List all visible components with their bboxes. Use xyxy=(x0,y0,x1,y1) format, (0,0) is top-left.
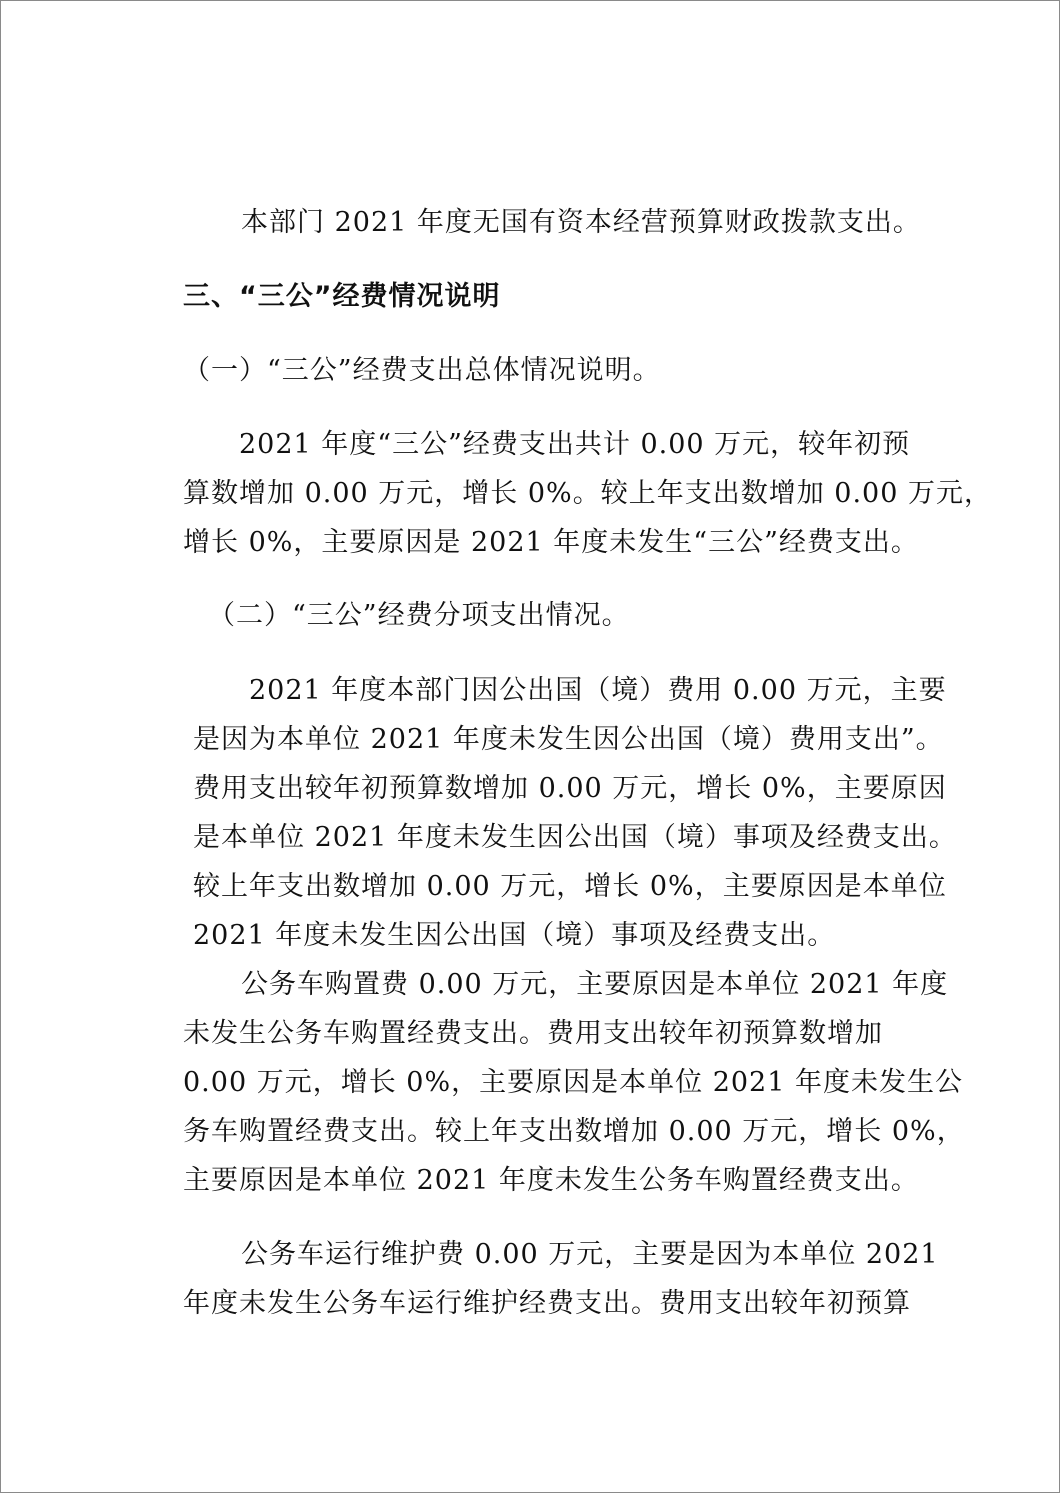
paragraph-vehicle-purchase-line-5: 主要原因是本单位 2021 年度未发生公务车购置经费支出。 xyxy=(183,1165,919,1196)
subheading-overall: （一）“三公”经费支出总体情况说明。 xyxy=(183,355,661,386)
paragraph-vehicle-operation-line-1: 公务车运行维护费 0.00 万元，主要是因为本单位 2021 xyxy=(241,1239,939,1270)
paragraph-overall-line-1: 2021 年度“三公”经费支出共计 0.00 万元，较年初预 xyxy=(239,429,911,460)
paragraph-overseas-line-3: 费用支出较年初预算数增加 0.00 万元，增长 0%，主要原因 xyxy=(193,773,947,804)
paragraph-vehicle-purchase-line-3: 0.00 万元，增长 0%，主要原因是本单位 2021 年度未发生公 xyxy=(183,1067,963,1098)
paragraph-vehicle-purchase-line-1: 公务车购置费 0.00 万元，主要原因是本单位 2021 年度 xyxy=(241,969,949,1000)
paragraph-overseas-line-1: 2021 年度本部门因公出国（境）费用 0.00 万元，主要 xyxy=(249,675,947,706)
paragraph-overseas-line-4: 是本单位 2021 年度未发生因公出国（境）事项及经费支出。 xyxy=(193,822,957,853)
paragraph-vehicle-purchase-line-4: 务车购置经费支出。较上年支出数增加 0.00 万元，增长 0%， xyxy=(183,1116,965,1147)
paragraph-overseas-line-6: 2021 年度未发生因公出国（境）事项及经费支出。 xyxy=(193,920,836,951)
paragraph-overall-line-2: 算数增加 0.00 万元，增长 0%。较上年支出数增加 0.00 万元， xyxy=(183,478,992,509)
paragraph-vehicle-operation-line-2: 年度未发生公务车运行维护经费支出。费用支出较年初预算 xyxy=(183,1288,911,1319)
paragraph-overseas-line-5: 较上年支出数增加 0.00 万元，增长 0%，主要原因是本单位 xyxy=(193,871,947,902)
paragraph-overall-line-3: 增长 0%，主要原因是 2021 年度未发生“三公”经费支出。 xyxy=(183,527,919,558)
paragraph-overseas-line-2: 是因为本单位 2021 年度未发生因公出国（境）费用支出”。 xyxy=(193,724,944,755)
section-heading-three-public: 三、“三公”经费情况说明 xyxy=(183,281,501,312)
paragraph-vehicle-purchase-line-2: 未发生公务车购置经费支出。费用支出较年初预算数增加 xyxy=(183,1018,883,1049)
paragraph-state-capital-line-1: 本部门 2021 年度无国有资本经营预算财政拨款支出。 xyxy=(241,207,921,238)
subheading-itemized: （二）“三公”经费分项支出情况。 xyxy=(208,600,630,631)
